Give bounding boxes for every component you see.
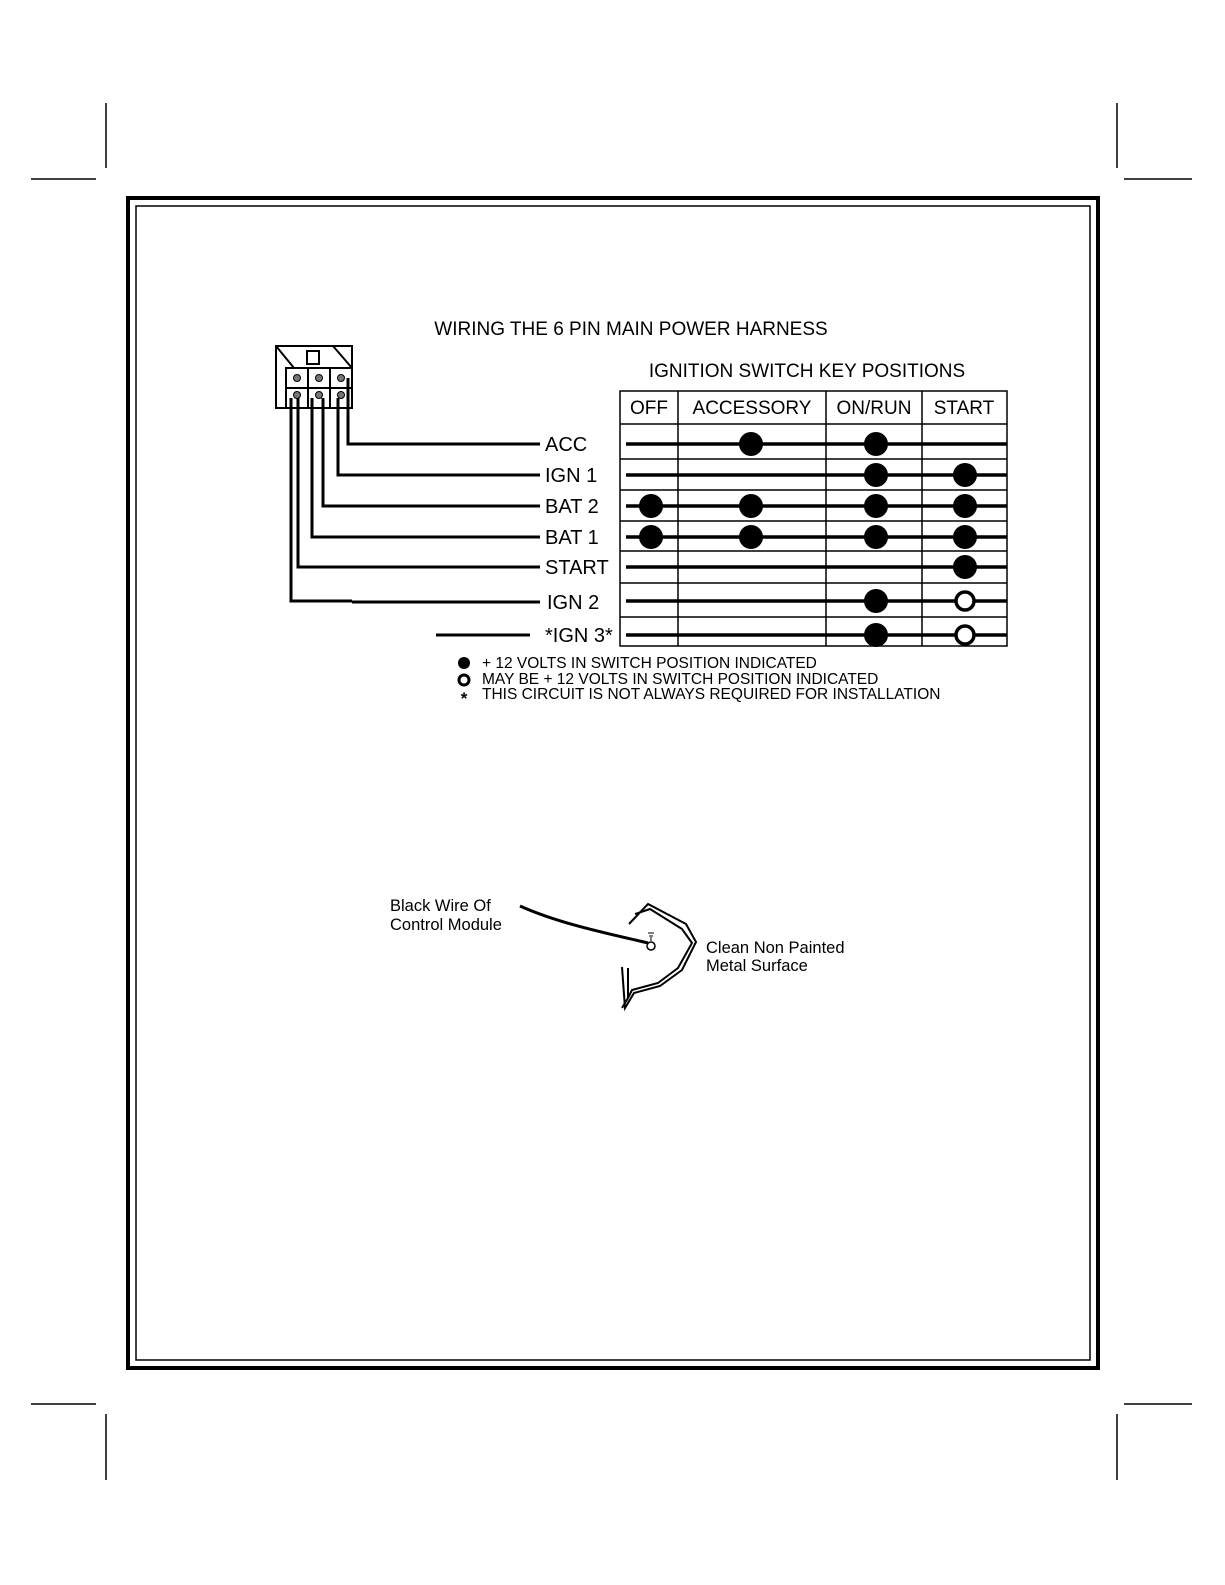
voltage-on-dot-icon xyxy=(739,432,763,456)
row-label-ign1: IGN 1 xyxy=(545,465,598,487)
voltage-on-dot-icon xyxy=(864,589,888,613)
legend-asterisk: * xyxy=(460,689,468,708)
legend xyxy=(458,655,940,708)
legend-item-not-required: THIS CIRCUIT IS NOT ALWAYS REQUIRED FOR INSTALLATION xyxy=(482,686,941,703)
ground-illustration xyxy=(390,897,845,1008)
legend-item-full-voltage: + 12 VOLTS IN SWITCH POSITION INDICATED xyxy=(482,655,817,672)
column-header-accessory: ACCESSORY xyxy=(692,398,812,419)
surface-label-line1: Clean Non Painted xyxy=(706,939,845,957)
diagram-title: WIRING THE 6 PIN MAIN POWER HARNESS xyxy=(434,319,828,340)
column-header-start: START xyxy=(933,398,995,419)
key-position-table xyxy=(620,391,1007,646)
voltage-on-dot-icon xyxy=(864,494,888,518)
legend-filled-dot-icon xyxy=(458,657,470,669)
table-title: IGNITION SWITCH KEY POSITIONS xyxy=(648,361,966,382)
black-wire-label-line1: Black Wire Of xyxy=(390,897,491,915)
row-label-ign3: *IGN 3* xyxy=(545,625,613,647)
row-label-bat1: BAT 1 xyxy=(545,527,599,549)
legend-open-dot-icon xyxy=(459,675,469,685)
surface-label-line2: Metal Surface xyxy=(706,957,808,975)
voltage-on-dot-icon xyxy=(953,494,977,518)
row-label-bat2: BAT 2 xyxy=(545,496,599,518)
voltage-on-dot-icon xyxy=(953,525,977,549)
voltage-on-dot-icon xyxy=(864,623,888,647)
crop-marks xyxy=(31,103,1192,1480)
voltage-maybe-dot-icon xyxy=(956,626,974,644)
row-label-acc: ACC xyxy=(545,434,588,456)
legend-item-maybe-voltage: MAY BE + 12 VOLTS IN SWITCH POSITION INDICATED xyxy=(482,671,879,688)
harness-wires xyxy=(291,378,540,635)
voltage-on-dot-icon xyxy=(864,432,888,456)
column-header-on-run: ON/RUN xyxy=(836,398,912,419)
voltage-on-dot-icon xyxy=(739,494,763,518)
voltage-on-dot-icon xyxy=(739,525,763,549)
black-wire-label-line2: Control Module xyxy=(390,916,502,934)
ground-screw-icon xyxy=(647,942,655,950)
row-label-start: START xyxy=(545,557,609,579)
voltage-maybe-dot-icon xyxy=(956,592,974,610)
black-wire xyxy=(520,906,648,943)
voltage-on-dot-icon xyxy=(953,463,977,487)
metal-surface-panel xyxy=(622,904,696,1008)
row-lines xyxy=(626,444,1007,635)
state-marks xyxy=(639,432,977,647)
voltage-on-dot-icon xyxy=(864,525,888,549)
row-label-ign2: IGN 2 xyxy=(547,592,600,614)
voltage-on-dot-icon xyxy=(953,555,977,579)
voltage-on-dot-icon xyxy=(639,494,663,518)
voltage-on-dot-icon xyxy=(639,525,663,549)
column-header-off: OFF xyxy=(630,398,668,419)
screw-tip xyxy=(648,933,654,941)
voltage-on-dot-icon xyxy=(864,463,888,487)
